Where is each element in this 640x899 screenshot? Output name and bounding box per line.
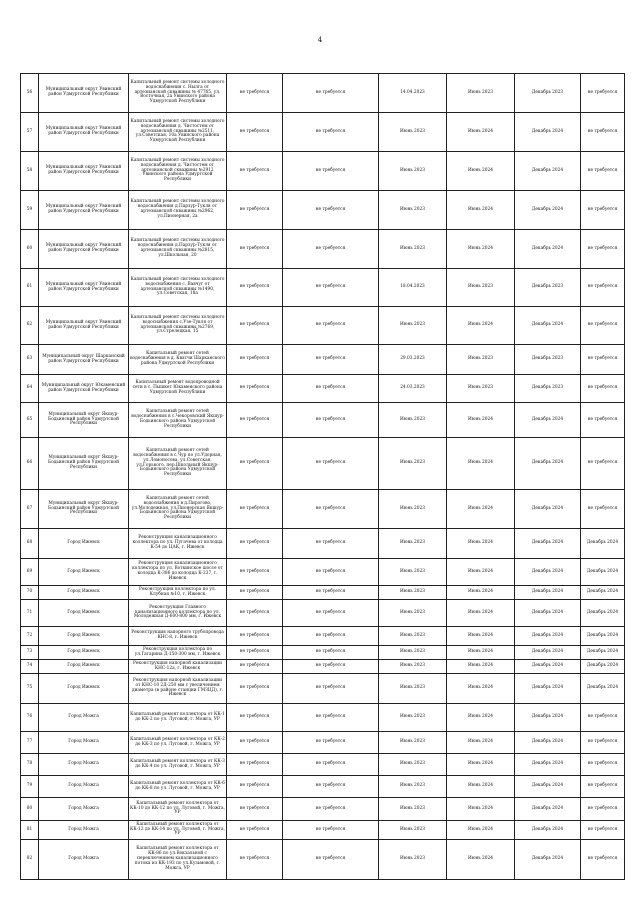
design-docs-cell: не требуется — [227, 345, 283, 375]
row-number: 71 — [21, 600, 39, 627]
commissioning-date-cell: Декабрь 2024 — [515, 152, 581, 191]
work-description-cell: Капитальный ремонт системы холодного водоснабжения д. Чистостем от артезианской скважины №2511, ул.Советская, 10а Увинского района Удмуртской Республики — [129, 113, 227, 152]
reconstruction-cell: не требуется — [581, 307, 625, 345]
design-docs-cell: не требуется — [227, 821, 283, 840]
start-date-cell: 24.03.2023 — [379, 375, 447, 403]
row-number: 65 — [21, 403, 39, 438]
owner-cell: Город Можга — [39, 776, 129, 798]
commissioning-date-cell: Декабрь 2023 — [515, 74, 581, 113]
table-row — [21, 627, 625, 646]
completion-date-cell: Июнь 2024 — [447, 230, 515, 269]
table-row — [21, 732, 625, 754]
design-docs-cell: не требуется — [227, 559, 283, 586]
row-number: 75 — [21, 674, 39, 704]
expertise-cell: не требуется — [283, 840, 379, 880]
start-date-cell: Июнь 2023 — [379, 529, 447, 559]
owner-cell: Город Можга — [39, 732, 129, 754]
expertise-cell: не требуется — [283, 776, 379, 798]
commissioning-date-cell: Декабрь 2024 — [515, 754, 581, 776]
row-number: 67 — [21, 490, 39, 529]
commissioning-date-cell: Декабрь 2024 — [515, 798, 581, 821]
design-docs-cell: не требуется — [227, 646, 283, 660]
work-description-cell: Капитальный ремонт системы холодного водоснабжения с.Узе-Тукля от артезианской скважины №2769, ул.Стрелецкая, 15 — [129, 307, 227, 345]
owner-cell: Муниципальный округ Шарканский район Удмуртской Республики — [39, 345, 129, 375]
work-description-cell: Реконструкция напорного трубопровода КНС-8, г. Ижевск — [129, 627, 227, 646]
expertise-cell: не требуется — [283, 269, 379, 307]
completion-date-cell: Июнь 2024 — [447, 660, 515, 674]
work-description-cell: Капитальный ремонт коллектора от КК-1 до КК-2 по ул. Луговой, г. Можга, УР — [129, 704, 227, 732]
reconstruction-cell: Декабрь 2024 — [581, 660, 625, 674]
completion-date-cell: Июнь 2024 — [447, 646, 515, 660]
expertise-cell: не требуется — [283, 798, 379, 821]
expertise-cell: не требуется — [283, 600, 379, 627]
owner-cell: Муниципальный округ Юкаменский район Удмуртской Республики — [39, 375, 129, 403]
owner-cell: Город Можга — [39, 754, 129, 776]
start-date-cell: 29.03.2023 — [379, 345, 447, 375]
expertise-cell: не требуется — [283, 191, 379, 230]
work-description-cell: Капитальный ремонт коллектора от КК-10 до КК-12 по ул. Луговой, г. Можга, УР — [129, 798, 227, 821]
owner-cell: Город Ижевск — [39, 586, 129, 600]
completion-date-cell: Июнь 2024 — [447, 586, 515, 600]
start-date-cell: 18.04.2023 — [379, 269, 447, 307]
row-number: 62 — [21, 307, 39, 345]
owner-cell: Город Ижевск — [39, 627, 129, 646]
table-row — [21, 403, 625, 438]
row-number: 70 — [21, 586, 39, 600]
table-row — [21, 438, 625, 490]
table-row — [21, 529, 625, 559]
start-date-cell: Июнь 2023 — [379, 490, 447, 529]
start-date-cell: Июнь 2023 — [379, 674, 447, 704]
owner-cell: Муниципальный округ Якшур-Бодьинский район Удмуртской Республики — [39, 438, 129, 490]
commissioning-date-cell: Декабрь 2024 — [515, 674, 581, 704]
table-row — [21, 375, 625, 403]
reconstruction-cell: не требуется — [581, 798, 625, 821]
table-row — [21, 821, 625, 840]
reconstruction-cell: Декабрь 2024 — [581, 586, 625, 600]
start-date-cell: Июнь 2023 — [379, 307, 447, 345]
commissioning-date-cell: Декабрь 2023 — [515, 375, 581, 403]
expertise-cell: не требуется — [283, 586, 379, 600]
reconstruction-cell: не требуется — [581, 821, 625, 840]
start-date-cell: Июнь 2023 — [379, 113, 447, 152]
table-row — [21, 191, 625, 230]
work-description-cell: Капитальный ремонт водопроводной сети в с. Пышкет Юкаменского района Удмуртской Республики — [129, 375, 227, 403]
table-row — [21, 646, 625, 660]
work-description-cell: Капитальный ремонт коллектора от КК-86 по ул.Вокзальной с переключением канализационного потока из КК-193 по ул.Кузьмовой, г. Можга, УР — [129, 840, 227, 880]
owner-cell: Город Можга — [39, 840, 129, 880]
commissioning-date-cell: Декабрь 2024 — [515, 646, 581, 660]
completion-date-cell: Июнь 2023 — [447, 375, 515, 403]
completion-date-cell: Июнь 2024 — [447, 840, 515, 880]
completion-date-cell: Июнь 2023 — [447, 345, 515, 375]
work-description-cell: Капитальный ремонт коллектора от КК-3 до КК-4 по ул. Луговой, г. Можга, УР — [129, 754, 227, 776]
completion-date-cell: Июнь 2024 — [447, 627, 515, 646]
work-description-cell: Капитальный ремонт системы холодного водоснабжения д.Парзур-Тукля от артезианской скважины №2815, ул.Школьная, 20 — [129, 230, 227, 269]
row-number: 74 — [21, 660, 39, 674]
table-row — [21, 704, 625, 732]
design-docs-cell: не требуется — [227, 627, 283, 646]
row-number: 78 — [21, 754, 39, 776]
design-docs-cell: не требуется — [227, 754, 283, 776]
start-date-cell: Июнь 2023 — [379, 559, 447, 586]
projects-table — [20, 73, 625, 880]
work-description-cell: Капитальный ремонт сетей водоснабжения в с.Կекоровский Якшур-Бодьинского района Удмуртской Республики — [129, 403, 227, 438]
table-row — [21, 307, 625, 345]
commissioning-date-cell: Декабрь 2024 — [515, 586, 581, 600]
start-date-cell: Июнь 2023 — [379, 627, 447, 646]
row-number: 63 — [21, 345, 39, 375]
completion-date-cell: Июнь 2024 — [447, 113, 515, 152]
owner-cell: Муниципальный округ Увинский район Удмуртской Республики — [39, 113, 129, 152]
completion-date-cell: Июнь 2023 — [447, 269, 515, 307]
reconstruction-cell: не требуется — [581, 840, 625, 880]
start-date-cell: Июнь 2023 — [379, 600, 447, 627]
commissioning-date-cell: Декабрь 2024 — [515, 840, 581, 880]
reconstruction-cell: не требуется — [581, 230, 625, 269]
row-number: 82 — [21, 840, 39, 880]
commissioning-date-cell: Декабрь 2024 — [515, 230, 581, 269]
design-docs-cell: не требуется — [227, 660, 283, 674]
expertise-cell: не требуется — [283, 674, 379, 704]
owner-cell: Город Можга — [39, 821, 129, 840]
expertise-cell: не требуется — [283, 529, 379, 559]
completion-date-cell: Июнь 2024 — [447, 191, 515, 230]
expertise-cell: не требуется — [283, 345, 379, 375]
row-number: 66 — [21, 438, 39, 490]
table-row — [21, 490, 625, 529]
work-description-cell: Капитальный ремонт системы холодного водоснабжения с. Нылга от артезианской скважины № 47765, ул. Восточная, 2а Увинского района Удмуртской Республики — [129, 74, 227, 113]
completion-date-cell: Июнь 2024 — [447, 600, 515, 627]
reconstruction-cell: не требуется — [581, 269, 625, 307]
expertise-cell: не требуется — [283, 74, 379, 113]
owner-cell: Город Можга — [39, 798, 129, 821]
work-description-cell: Капитальный ремонт коллектора от КК-2 до КК-3 по ул. Луговой, г. Можга, УР — [129, 732, 227, 754]
work-description-cell: Реконструкция напорной канализации от КНС-10 2Д-250 мм с увеличением диаметра (в районе станции ГМЗЦД), г. Ижевск — [129, 674, 227, 704]
work-description-cell: Реконструкция коллектора по ул.Гагарина Д-150-300 мм, г. Ижевск — [129, 646, 227, 660]
commissioning-date-cell: Декабрь 2024 — [515, 600, 581, 627]
expertise-cell: не требуется — [283, 403, 379, 438]
start-date-cell: Июнь 2023 — [379, 230, 447, 269]
expertise-cell: не требуется — [283, 559, 379, 586]
start-date-cell: Июнь 2023 — [379, 403, 447, 438]
start-date-cell: Июнь 2023 — [379, 754, 447, 776]
commissioning-date-cell: Декабрь 2023 — [515, 269, 581, 307]
table-row — [21, 559, 625, 586]
reconstruction-cell: Декабрь 2024 — [581, 646, 625, 660]
completion-date-cell: Июнь 2024 — [447, 307, 515, 345]
table-row — [21, 600, 625, 627]
start-date-cell: 14.04.2023 — [379, 74, 447, 113]
reconstruction-cell: не требуется — [581, 403, 625, 438]
design-docs-cell: не требуется — [227, 704, 283, 732]
start-date-cell: Июнь 2023 — [379, 798, 447, 821]
work-description-cell: Капитальный ремонт сетей водоснабжения в с.Чур по ул.Удорная, ул.Ломоносова, ул.Советская, ул.Горького, пер.Школьный Якшур-Бодьинского района Удмуртской Республики — [129, 438, 227, 490]
design-docs-cell: не требуется — [227, 375, 283, 403]
reconstruction-cell: не требуется — [581, 754, 625, 776]
completion-date-cell: Июнь 2024 — [447, 490, 515, 529]
completion-date-cell: Июнь 2024 — [447, 704, 515, 732]
work-description-cell: Реконструкция коллектора по ул. Клубная №10, г. Ижевск — [129, 586, 227, 600]
commissioning-date-cell: Декабрь 2024 — [515, 704, 581, 732]
commissioning-date-cell: Декабрь 2024 — [515, 191, 581, 230]
start-date-cell: Июнь 2023 — [379, 840, 447, 880]
start-date-cell: Июнь 2023 — [379, 438, 447, 490]
design-docs-cell: не требуется — [227, 776, 283, 798]
design-docs-cell: не требуется — [227, 191, 283, 230]
commissioning-date-cell: Декабрь 2024 — [515, 776, 581, 798]
work-description-cell: Капитальный ремонт системы холодного водоснабжения д.Парзур-Тукля от артезианской скважины №2962, ул.Пионерная, 2а — [129, 191, 227, 230]
table-row — [21, 113, 625, 152]
row-number: 56 — [21, 74, 39, 113]
expertise-cell: не требуется — [283, 438, 379, 490]
completion-date-cell: Июнь 2024 — [447, 674, 515, 704]
work-description-cell: Реконструкция канализационного коллектора по ул. Пугачева от колодца К-54 до ЦАК, г. Ижевск — [129, 529, 227, 559]
expertise-cell: не требуется — [283, 230, 379, 269]
expertise-cell: не требуется — [283, 307, 379, 345]
owner-cell: Город Ижевск — [39, 646, 129, 660]
page-number: 4 — [317, 36, 323, 44]
design-docs-cell: не требуется — [227, 438, 283, 490]
reconstruction-cell: не требуется — [581, 74, 625, 113]
work-description-cell: Реконструкция напорной канализации КНС-12а, г. Ижевск — [129, 660, 227, 674]
design-docs-cell: не требуется — [227, 600, 283, 627]
table-row — [21, 586, 625, 600]
table-row — [21, 798, 625, 821]
reconstruction-cell: не требуется — [581, 113, 625, 152]
owner-cell: Муниципальный округ Увинский район Удмуртской Республики — [39, 230, 129, 269]
design-docs-cell: не требуется — [227, 230, 283, 269]
design-docs-cell: не требуется — [227, 732, 283, 754]
completion-date-cell: Июнь 2024 — [447, 821, 515, 840]
row-number: 57 — [21, 113, 39, 152]
row-number: 80 — [21, 798, 39, 821]
start-date-cell: Июнь 2023 — [379, 776, 447, 798]
reconstruction-cell: не требуется — [581, 191, 625, 230]
work-description-cell: Капитальный ремонт коллектора от КК-12 до КК-14 по ул. Луговой, г. Можга, УР — [129, 821, 227, 840]
reconstruction-cell: не требуется — [581, 345, 625, 375]
expertise-cell: не требуется — [283, 490, 379, 529]
start-date-cell: Июнь 2023 — [379, 586, 447, 600]
owner-cell: Муниципальный округ Увинский район Удмуртской Республики — [39, 152, 129, 191]
row-number: 64 — [21, 375, 39, 403]
row-number: 59 — [21, 191, 39, 230]
row-number: 68 — [21, 529, 39, 559]
expertise-cell: не требуется — [283, 113, 379, 152]
design-docs-cell: не требуется — [227, 674, 283, 704]
row-number: 58 — [21, 152, 39, 191]
design-docs-cell: не требуется — [227, 113, 283, 152]
table-row — [21, 660, 625, 674]
row-number: 69 — [21, 559, 39, 586]
completion-date-cell: Июнь 2024 — [447, 798, 515, 821]
owner-cell: Город Ижевск — [39, 529, 129, 559]
commissioning-date-cell: Декабрь 2024 — [515, 627, 581, 646]
expertise-cell: не требуется — [283, 646, 379, 660]
reconstruction-cell: Декабрь 2024 — [581, 600, 625, 627]
completion-date-cell: Июнь 2024 — [447, 529, 515, 559]
reconstruction-cell: не требуется — [581, 490, 625, 529]
reconstruction-cell: не требуется — [581, 704, 625, 732]
table-row — [21, 74, 625, 113]
start-date-cell: Июнь 2023 — [379, 152, 447, 191]
reconstruction-cell: Декабрь 2024 — [581, 674, 625, 704]
owner-cell: Муниципальный округ Увинский район Удмуртской Республики — [39, 307, 129, 345]
commissioning-date-cell: Декабрь 2024 — [515, 732, 581, 754]
start-date-cell: Июнь 2023 — [379, 660, 447, 674]
completion-date-cell: Июнь 2024 — [447, 152, 515, 191]
row-number: 61 — [21, 269, 39, 307]
owner-cell: Муниципальный округ Увинский район Удмуртской Республики — [39, 191, 129, 230]
start-date-cell: Июнь 2023 — [379, 821, 447, 840]
table-row — [21, 674, 625, 704]
completion-date-cell: Июнь 2024 — [447, 732, 515, 754]
table-row — [21, 754, 625, 776]
owner-cell: Город Можга — [39, 704, 129, 732]
reconstruction-cell: Декабрь 2024 — [581, 529, 625, 559]
design-docs-cell: не требуется — [227, 798, 283, 821]
work-description-cell: Капитальный ремонт сетей водоснабжения в д.Пирогово, ул.Молодежная, ул.Пионерская Якшур-Бодьинского района Удмуртской Республики — [129, 490, 227, 529]
design-docs-cell: не требуется — [227, 586, 283, 600]
commissioning-date-cell: Декабрь 2023 — [515, 345, 581, 375]
commissioning-date-cell: Декабрь 2024 — [515, 307, 581, 345]
owner-cell: Город Ижевск — [39, 660, 129, 674]
design-docs-cell: не требуется — [227, 74, 283, 113]
owner-cell: Город Ижевск — [39, 559, 129, 586]
owner-cell: Город Ижевск — [39, 600, 129, 627]
expertise-cell: не требуется — [283, 375, 379, 403]
reconstruction-cell: не требуется — [581, 438, 625, 490]
reconstruction-cell: не требуется — [581, 776, 625, 798]
row-number: 81 — [21, 821, 39, 840]
completion-date-cell: Июнь 2024 — [447, 438, 515, 490]
completion-date-cell: Июнь 2024 — [447, 776, 515, 798]
expertise-cell: не требуется — [283, 152, 379, 191]
expertise-cell: не требуется — [283, 732, 379, 754]
owner-cell: Муниципальный округ Якшур-Бодьинский район Удмуртской Республики — [39, 490, 129, 529]
start-date-cell: Июнь 2023 — [379, 704, 447, 732]
work-description-cell: Капитальный ремонт системы холодного водоснабжения с. Вавчуг от артезианской скважины №1490, ул.Советская, 18а — [129, 269, 227, 307]
work-description-cell: Капитальный ремонт системы холодного водоснабжения д. Чистостем от артезианской скважины №2912 Увинского района Удмуртской Республики — [129, 152, 227, 191]
completion-date-cell: Июнь 2024 — [447, 403, 515, 438]
expertise-cell: не требуется — [283, 754, 379, 776]
design-docs-cell: не требуется — [227, 269, 283, 307]
commissioning-date-cell: Декабрь 2024 — [515, 559, 581, 586]
reconstruction-cell: Декабрь 2024 — [581, 627, 625, 646]
row-number: 60 — [21, 230, 39, 269]
table-row — [21, 345, 625, 375]
completion-date-cell: Июнь 2024 — [447, 559, 515, 586]
expertise-cell: не требуется — [283, 704, 379, 732]
start-date-cell: Июнь 2023 — [379, 646, 447, 660]
commissioning-date-cell: Декабрь 2024 — [515, 403, 581, 438]
table-row — [21, 776, 625, 798]
owner-cell: Муниципальный округ Увинский район Удмуртской Республики — [39, 269, 129, 307]
commissioning-date-cell: Декабрь 2024 — [515, 821, 581, 840]
commissioning-date-cell: Декабрь 2024 — [515, 529, 581, 559]
design-docs-cell: не требуется — [227, 152, 283, 191]
completion-date-cell: Июнь 2024 — [447, 754, 515, 776]
row-number: 79 — [21, 776, 39, 798]
row-number: 76 — [21, 704, 39, 732]
start-date-cell: Июнь 2023 — [379, 191, 447, 230]
work-description-cell: Капитальный ремонт сетей водоснабжения в д. Кватчи Шарканского района Удмуртской Республики — [129, 345, 227, 375]
design-docs-cell: не требуется — [227, 490, 283, 529]
table-row — [21, 230, 625, 269]
table-row — [21, 269, 625, 307]
expertise-cell: не требуется — [283, 660, 379, 674]
expertise-cell: не требуется — [283, 627, 379, 646]
owner-cell: Муниципальный округ Увинский район Удмуртской Республики — [39, 74, 129, 113]
owner-cell: Город Ижевск — [39, 674, 129, 704]
row-number: 73 — [21, 646, 39, 660]
table-row — [21, 152, 625, 191]
completion-date-cell: Июнь 2023 — [447, 74, 515, 113]
table-body — [21, 74, 625, 880]
owner-cell: Муниципальный округ Якшур-Бодьинский район Удмуртской Республики — [39, 403, 129, 438]
reconstruction-cell: не требуется — [581, 732, 625, 754]
commissioning-date-cell: Декабрь 2024 — [515, 490, 581, 529]
reconstruction-cell: не требуется — [581, 152, 625, 191]
row-number: 77 — [21, 732, 39, 754]
design-docs-cell: не требуется — [227, 529, 283, 559]
commissioning-date-cell: Декабрь 2024 — [515, 438, 581, 490]
commissioning-date-cell: Декабрь 2024 — [515, 113, 581, 152]
commissioning-date-cell: Декабрь 2024 — [515, 660, 581, 674]
start-date-cell: Июнь 2023 — [379, 732, 447, 754]
row-number: 72 — [21, 627, 39, 646]
design-docs-cell: не требуется — [227, 307, 283, 345]
work-description-cell: Реконструкция канализационного коллектора по ул. Воткинское шоссе от колодца К-386 до колодца К-237, г. Ижевск — [129, 559, 227, 586]
work-description-cell: Капитальный ремонт коллектора от КК-6 до КК-8 по ул. Луговой, г. Можга, УР — [129, 776, 227, 798]
work-description-cell: Реконструкция Главного канализационного коллектора по ул. Молодежная Д-600-800 мм, г. Ижевск — [129, 600, 227, 627]
expertise-cell: не требуется — [283, 821, 379, 840]
table-row — [21, 840, 625, 880]
reconstruction-cell: Декабрь 2024 — [581, 559, 625, 586]
design-docs-cell: не требуется — [227, 840, 283, 880]
design-docs-cell: не требуется — [227, 403, 283, 438]
reconstruction-cell: не требуется — [581, 375, 625, 403]
